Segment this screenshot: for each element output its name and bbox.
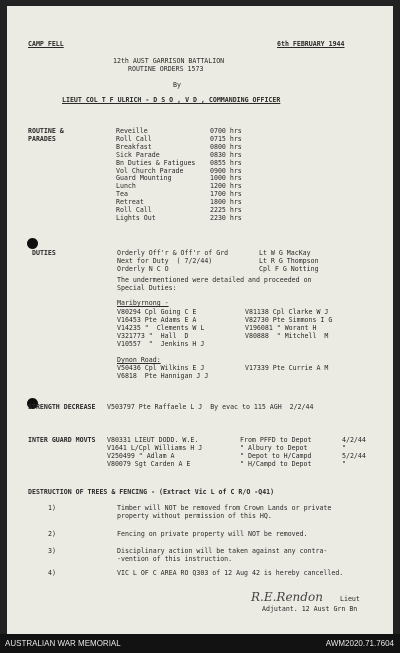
item-text: Fencing on private property will NOT be removed. [117,530,308,538]
routine-item-time: 1800 hrs [210,198,242,207]
list-item: V17339 Pte Currie A M [245,364,329,372]
list-item: V81138 Cpl Clarke W J [245,308,329,316]
routine-item-name: Reveille [116,127,148,135]
duty-role: Orderly N C O [117,265,169,273]
routine-item-name: Roll Call [116,206,152,214]
duties-intro: Special Duties: [117,284,177,292]
footer-right: AWM2020.71.7604 [325,639,394,648]
strength-text: V503797 Pte Raffaele L J By evac to 115 AGH 2/2/44 [107,403,314,411]
punch-hole [27,238,38,249]
list-item: V16453 Pte Adams E A [117,316,197,324]
routine-item-time: 2225 hrs [210,206,242,214]
item-text: property without permission of this HQ. [117,512,272,520]
handwritten-signature: R.E.Rendon [251,590,323,604]
list-item: V50436 Cpl Wilkins E J [117,364,205,372]
routine-item-name: Bn Duties & Fatigues [116,158,196,167]
list-item: V6818 Pte Hannigan J J [117,372,209,380]
movement-route: From PFFD to Depot [240,436,312,444]
movement-date: " [342,444,346,452]
movement-route: " H/Campd to Depot [240,460,312,468]
item-text: Disciplinary action will be taken against any contra- [117,547,328,555]
by-label: By [173,81,181,89]
list-item: V10557 " Jenkins H J [117,340,205,348]
routine-item-time: 1200 hrs [210,182,242,191]
orders-number: ROUTINE ORDERS 1573 [128,65,204,73]
duty-role: Next for Duty ( 7/2/44) [117,257,213,265]
routine-heading: ROUTINE & [28,127,64,135]
list-item: V14235 " Clements W L [117,324,205,332]
commander: LIEUT COL T F ULRICH - D S O , V D , COMMANDING OFFICER [62,96,281,104]
movement-route: " Albury to Depot [240,444,308,452]
movement-person: V80079 Sgt Carden A E [107,460,191,468]
duty-officer: Lt W G MacKay [259,249,311,257]
item-text: -vention of this instruction. [117,555,233,563]
signature-rank: Lieut [340,595,360,603]
parades-heading: PARADES [28,135,56,143]
routine-item-name: Retreat [116,198,144,207]
duty-role: Orderly Off'r & Off'r of Grd [117,249,229,257]
item-number: 4) [48,569,56,577]
footer-left: AUSTRALIAN WAR MEMORIAL [5,639,121,648]
routine-item-time: 1700 hrs [210,190,242,199]
routine-item-name: Tea [116,190,128,199]
signature-title: Adjutant. 12 Aust Grn Bn [262,605,358,613]
list-item: V80888 " Mitchell M [245,332,329,340]
dynon-label: Dynon Road: [117,356,161,364]
location: CAMP FELL [28,40,64,48]
duty-officer: Cpl F G Notting [259,265,319,273]
routine-item-name: Breakfast [116,142,152,151]
inter-guard-heading: INTER GUARD MOVTS [28,436,96,444]
destruction-heading: DESTRUCTION OF TREES & FENCING - (Extract Vic L of C R/O -Q41) [28,488,275,496]
list-item: V321773 " Hall D [117,332,189,340]
item-number: 3) [48,547,56,555]
movement-person: V1641 L/Cpl Williams H J [107,444,203,452]
document-page [7,6,393,634]
routine-item-time: 0830 hrs [210,150,242,159]
routine-item-name: Vol Church Parade [116,166,184,175]
movement-route: " Depot to H/Campd [240,452,312,460]
item-number: 2) [48,530,56,538]
item-number: 1) [48,504,56,512]
movement-date: " [342,460,346,468]
duties-intro: The undermentioned were detailed and proceeded on [117,276,312,284]
routine-item-time: 0715 hrs [210,134,242,143]
movement-person: V250499 " Adlam A [107,452,175,460]
routine-item-time: 0900 hrs [210,166,242,175]
list-item: V196081 " Worant H [245,324,317,332]
list-item: V80294 Cpl Going C E [117,308,197,316]
routine-item-name: Sick Parade [116,150,160,159]
duty-officer: Lt R G Thompson [259,257,319,265]
duties-heading: DUTIES [32,249,56,257]
footer-bar [0,634,400,653]
routine-item-name: Lunch [116,182,136,191]
routine-item-time: 0800 hrs [210,142,242,151]
list-item: V82730 Pte Simmons I G [245,316,333,324]
routine-item-name: Guard Mounting [116,174,172,183]
movement-date: 5/2/44 [342,452,366,460]
item-text: VIC L OF C AREA RO Q303 of 12 Aug 42 is hereby cancelled. [117,569,344,577]
date: 6th FEBRUARY 1944 [277,40,345,48]
routine-item-time: 2230 hrs [210,213,242,222]
movement-person: V80331 LIEUT DODD. W.E. [107,436,199,444]
strength-heading: STRENGTH DECREASE [28,403,96,411]
unit-name: 12th AUST GARRISON BATTALION [113,57,225,65]
routine-item-time: 0700 hrs [210,127,242,135]
item-text: Timber will NOT be removed from Crown Lands or private [117,504,332,512]
movement-date: 4/2/44 [342,436,366,444]
maribyrnong-label: Maribyrnong - [117,299,169,307]
routine-item-time: 1000 hrs [210,174,242,183]
routine-item-name: Roll Call [116,134,152,143]
routine-item-time: 0855 hrs [210,158,242,167]
routine-item-name: Lights Out [116,213,156,222]
